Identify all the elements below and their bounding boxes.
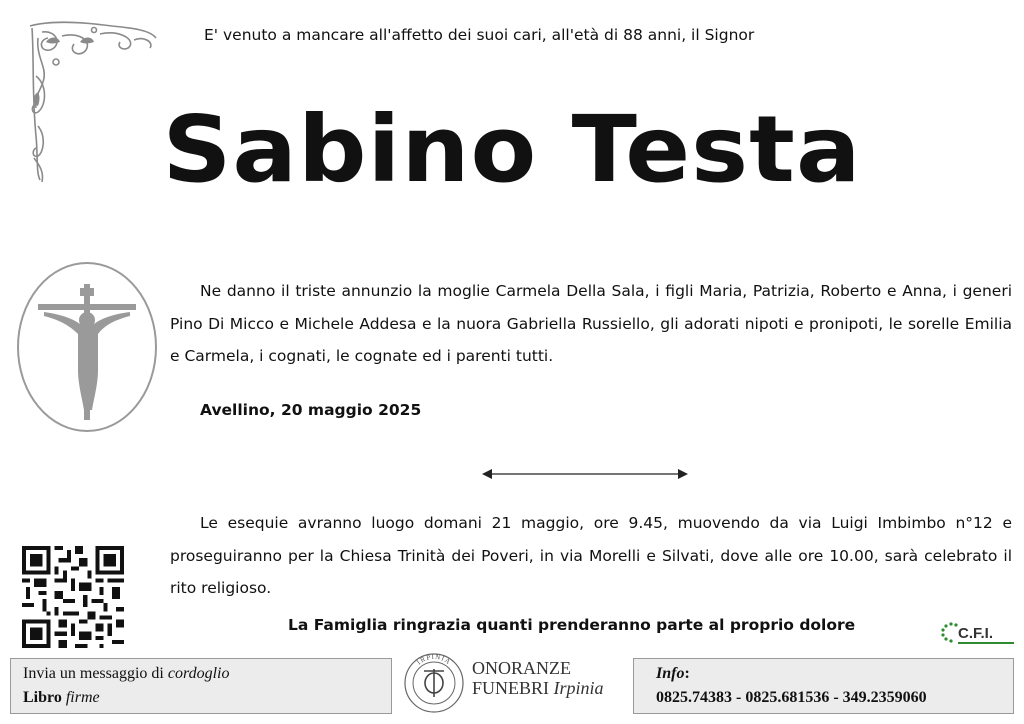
svg-text:IRPINIA <box>415 653 452 666</box>
condolence-box[interactable] <box>10 658 392 714</box>
funeral-home-name <box>472 658 604 698</box>
book-italic: firme <box>65 689 100 706</box>
logo-line1: ONORANZE <box>472 658 571 678</box>
cfi-label: C.F.I. <box>958 625 994 642</box>
qr-code-icon[interactable] <box>22 546 124 648</box>
funeral-home-logo-icon <box>402 647 466 715</box>
phone-numbers[interactable]: 0825.74383 - 0825.681536 - 349.2359060 <box>656 689 927 706</box>
info-box <box>633 658 1014 714</box>
info-label-row <box>656 665 690 683</box>
announcement-text: Ne danno il triste annunzio la moglie Carmela Della Sala, i figli Maria, Patrizia, Roberto e Anna, i generi Pino Di Micco e Michele Addesa e la nuora Gabriella Russiello, gli adorati nipoti e pronipoti, le sorelle Emilia e Carmela, i cognati, le cognate ed i parenti tutti. <box>170 282 1012 365</box>
place-date: Avellino, 20 maggio 2025 <box>200 401 422 419</box>
deceased-name: Sabino Testa <box>162 96 862 203</box>
double-arrow-divider-icon <box>480 466 690 482</box>
intro-text: E' venuto a mancare all'affetto dei suoi cari, all'età di 88 anni, il Signor <box>204 26 755 44</box>
logo-line2-prefix: FUNEBRI <box>472 678 554 698</box>
thanks-text: La Famiglia ringrazia quanti prenderanno parte al proprio dolore <box>288 616 856 634</box>
logo-line2-italic: Irpinia <box>553 678 604 698</box>
logo-line2 <box>472 678 604 698</box>
logo-arc-text: IRPINIA <box>415 652 453 667</box>
info-label: Info <box>656 665 685 682</box>
cfi-logo-icon <box>938 616 1018 648</box>
crucifix-icon <box>14 260 160 434</box>
guestbook-link[interactable] <box>23 689 100 707</box>
condolence-link[interactable] <box>23 665 230 683</box>
condolence-prefix: Invia un messaggio di <box>23 665 168 682</box>
condolence-italic: cordoglio <box>167 665 230 682</box>
book-prefix: Libro <box>23 689 66 706</box>
info-colon: : <box>684 665 690 682</box>
funeral-text: Le esequie avranno luogo domani 21 maggio, ore 9.45, muovendo da via Luigi Imbimbo n°12 e proseguiranno per la Chiesa Trinità dei Poveri, in via Morelli e Silvati, dove alle ore 10.00, sarà celebrato il rito religioso. <box>170 514 1012 597</box>
